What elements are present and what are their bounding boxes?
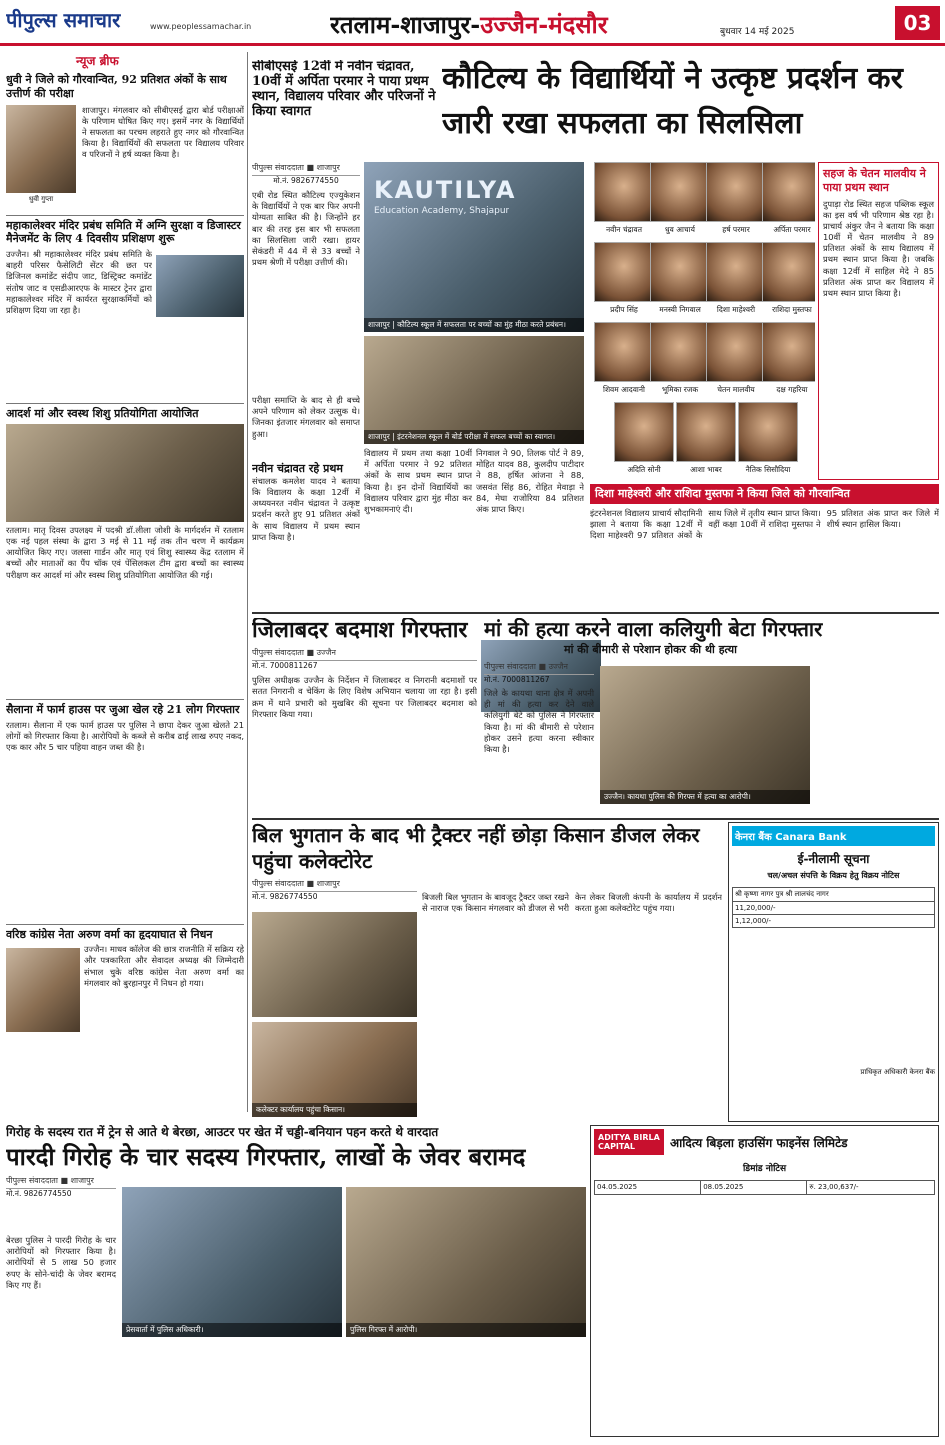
canara-footer: प्राधिकृत अधिकारी केनरा बैंक <box>860 1068 935 1076</box>
edition-title: रतलाम-शाजापुर-उज्जैन-मंदसौर <box>330 10 608 39</box>
student-photo <box>762 242 815 302</box>
student-photo <box>762 322 815 382</box>
page-number: 03 <box>895 6 940 40</box>
story1-headline: धुवी ने जिले को गौरवान्वित, 92 प्रतिशत अंकों के साथ उत्तीर्ण की परीक्षा <box>6 73 227 100</box>
student-name: नवीन चंद्रावत <box>606 225 642 234</box>
kautilya-subhead: नवीन चंद्रावत रहे प्रथम <box>252 462 343 475</box>
pardi-kicker: गिरोह के सदस्य रात में ट्रेन से आते थे बेरछा, आउटर पर खेत में चड्डी-बनियान पहन करते थे वारदात <box>6 1125 439 1139</box>
sahaj-headline: सहज के चेतन मालवीय ने पाया प्रथम स्थान <box>823 167 926 194</box>
kautilya-body3: निगवाल ने 90, तिलक पोर्ट ने 89, मोहित यादव 88, कुलदीप पाटीदार ने 88, हर्षित आंजना ने 88, जसवंत सिंह 86, रोहित मेवाड़ा ने 84, मेघा राजोरिया 84 प्रतिशत अंक प्राप्त किए। <box>476 448 584 514</box>
bill-byline: पीपुल्स संवाददाता ■ शाजापुर <box>252 878 417 892</box>
story5-headline: वरिष्ठ कांग्रेस नेता अरुण वर्मा का हृदयाघात से निधन <box>6 924 244 942</box>
story5-body: उज्जैन। माधव कॉलेज की छात्र राजनीति में सक्रिय रहे और पत्रकारिता और सेवादल अध्यक्ष की जिम्मेदारी संभाल चुके वरिष्ठ कांग्रेस नेता अरुण वर्मा का मंगलवार को बुरहानपुर में निधन हो गया। <box>84 944 244 988</box>
story2-body: उज्जैन। श्री महाकालेश्वर मंदिर प्रबंध समिति के बाहरी परिसर फैसेलिटी सेंटर की छत पर डिजिनल कमांडेंट संदीप जाट, डिस्ट्रिक्ट कमांडेंट संतोष जाट व एसडीआरएफ के मास्टर ट्रेनर द्वारा महाकालेश्वर मंदिर में कार्यरत सुरक्षाकर्मियों को प्रशिक्षण दिया जा रहा है। <box>6 249 152 315</box>
student-name: दक्ष गहरिया <box>776 385 808 394</box>
maa-mobile: मो.नं. 7000811267 <box>484 674 550 684</box>
aditya-logo: ADITYA BIRLA CAPITAL <box>594 1129 664 1155</box>
student-photo <box>594 242 654 302</box>
student-name: हर्ष परमार <box>722 225 750 234</box>
kautilya-col1 <box>252 162 360 607</box>
story4-body: रतलाम। सैलाना में एक फार्म हाउस पर पुलिस ने छापा देकर जुआ खेलते 21 लोगों को गिरफ्तार किया है। आरोपियों के कब्जे से करीब ढाई लाख रुपए नकद, एक कार और 5 चार पहिया वाहन जब्त की है। <box>6 719 244 752</box>
story5-photo <box>6 948 80 1032</box>
story2-photo <box>156 255 244 317</box>
kautilya-side-headline: सीबीएसई 12वीं में नवीन चंद्रावत, 10वीं में अर्पिता परमार ने पाया प्रथम स्थान, विद्यालय परिवार और परिजनों ने किया स्वागत <box>252 60 436 119</box>
sahaj-body: दुपाड़ा रोड स्थित सहज पब्लिक स्कूल का इस वर्ष भी परिणाम श्रेष्ठ रहा है। प्राचार्य अंकुर जैन ने बताया कि कक्षा 10वीं में चेतन मालवीय ने 89 प्रतिशत अंकों के साथ विद्यालय में प्रथम स्थान प्राप्त किया है। जबकि कक्षा 12वीं में साहिल मेदे ने 85 प्रतिशत अंक प्राप्त कर विद्यालय में प्रथम स्थान प्राप्त किया है। <box>823 198 934 298</box>
kautilya-photo2 <box>364 336 584 444</box>
student-name: अदिति सोनी <box>627 465 661 474</box>
pardi-photo1 <box>122 1187 342 1337</box>
aditya-notice: डिमांड नोटिस <box>742 1164 787 1174</box>
disha-story <box>590 484 939 604</box>
kautilya-banner: KAUTILYA <box>374 176 517 204</box>
bill-headline: बिल भुगतान के बाद भी ट्रैक्टर नहीं छोड़ा किसान डीजल लेकर पहुंचा कलेक्टोरेट <box>252 823 700 873</box>
left-column <box>6 52 244 1117</box>
pardi-body: बेरछा पुलिस ने पारदी गिरोह के चार आरोपियों को गिरफ्तार किया है। आरोपियों से 5 लाख 50 हजार रुपए के सोने-चांदी के जेवर बरामद किए गए हैं। <box>6 1235 116 1290</box>
jila-mobile: मो.नं. 7000811267 <box>252 661 318 671</box>
jila-byline: पीपुल्स संवाददाता ■ उज्जैन <box>252 647 477 661</box>
maa-byline: पीपुल्स संवाददाता ■ उज्जैन <box>484 661 594 675</box>
student-name: राशिदा मुस्तफा <box>772 305 812 314</box>
bill-photo1 <box>252 912 417 1017</box>
jila-headline: जिलाबदर बदमाश गिरफ्तार <box>252 618 468 643</box>
student-name: नैतिक सिसौदिया <box>745 465 791 474</box>
student-name: आशा भाबर <box>690 465 722 474</box>
pardi-mobile: मो.नं. 9826774550 <box>6 1188 72 1198</box>
disha-body: इंटरनेशनल विद्यालय प्राचार्य सौदामिनी झाला ने बताया कि कक्षा 12वीं में दिशा माहेश्वरी 97 प्रतिशत अंकों के साथ जिले में तृतीय स्थान प्राप्त किया। वहीं कक्षा 10वीं में राशिदा मुस्तफा ने 95 प्रतिशत अंक प्राप्त कर जिले में शीर्ष स्थान हासिल किया। <box>590 507 939 541</box>
canara-ad <box>728 822 939 1122</box>
student-photo <box>706 242 766 302</box>
pardi-caption2: पुलिस गिरफ्त में आरोपी। <box>346 1323 586 1337</box>
pardi-byline: पीपुल्स संवाददाता ■ शाजापुर <box>6 1175 116 1189</box>
student-photo <box>614 402 674 462</box>
story2-headline: महाकालेश्वर मंदिर प्रबंध समिति में अग्नि सुरक्षा व डिजास्टर मैनेजमेंट के लिए 4 दिवसीय प्रशिक्षण शुरू <box>6 215 244 247</box>
canara-borrower: श्री कृष्णा नागर पुत्र श्री लालचंद नागर <box>733 888 935 902</box>
canara-brand: केनरा बैंक Canara Bank <box>732 826 935 846</box>
aditya-ad <box>590 1125 939 1437</box>
student-photo <box>706 322 766 382</box>
kautilya-mobile: मो.नं. 9826774550 <box>273 176 339 185</box>
kautilya-banner-sub: Education Academy, Shajapur <box>374 206 510 216</box>
maa-story <box>484 618 939 813</box>
bill-body: बिजली बिल भुगतान के बावजूद ट्रैक्टर जब्त रखने से नाराज एक किसान मंगलवार को डीजल से भरी केन लेकर बिजली कंपनी के कार्यालय में प्रदर्शन करता हुआ कलेक्टोरेट पहुंच गया। <box>422 892 722 914</box>
kautilya-byline: पीपुल्स संवाददाता ■ शाजापुर <box>252 162 360 176</box>
student-grid <box>590 162 815 480</box>
story4-headline: सैलाना में फार्म हाउस पर जुआ खेल रहे 21 लोग गिरफ्तार <box>6 699 244 717</box>
website-url: www.peoplessamachar.in <box>150 22 252 31</box>
student-photo <box>650 242 710 302</box>
student-name: प्रदीप सिंह <box>610 305 638 314</box>
bill-mobile: मो.नं. 9826774550 <box>252 892 318 901</box>
canara-reserve-price: 11,20,000/- <box>733 902 935 915</box>
student-name: भूमिका रजक <box>661 385 699 394</box>
student-name: मनस्वी निगवाल <box>659 305 701 314</box>
bill-caption: कलेक्टर कार्यालय पहुंचा किसान। <box>252 1103 417 1117</box>
date-line: बुधवार 14 मई 2025 <box>720 27 795 37</box>
kautilya-sub-body: संचालक कमलेश यादव ने बताया कि विद्यालय के कक्षा 12वीं में अध्ययनरत नवीन चंद्रावत ने उत्कृष्ट प्रदर्शन करते हुए 91 प्रतिशत अंकों के साथ विद्यालय में प्रथम स्थान प्राप्त किया है। <box>252 475 360 542</box>
canara-emd: 1,12,000/- <box>733 915 935 928</box>
student-name: धुव आचार्य <box>665 225 695 234</box>
kautilya-photo2-caption: शाजापुर | इंटरनेशनल स्कूल में बोर्ड परीक्षा में सफल बच्चों का स्वागत। <box>364 430 584 444</box>
student-name: दिशा माहेश्वरी <box>716 305 756 314</box>
pardi-story <box>6 1125 586 1437</box>
column-rule <box>247 52 248 1112</box>
student-photo <box>594 162 654 222</box>
kautilya-photo1-caption: शाजापुर | कौटिल्य स्कूल में सफलता पर बच्चों का मुंह मीठा करते प्रबंधन। <box>364 318 584 332</box>
newspaper-logo: पीपुल्स समाचार <box>6 8 121 32</box>
maa-headline: मां की हत्या करने वाला कलियुगी बेटा गिरफ्तार <box>484 618 823 641</box>
bill-story <box>252 822 722 1122</box>
maa-caption: उज्जैन। कायथा पुलिस की गिरफ्त में हत्या का आरोपी। <box>600 790 810 804</box>
aditya-date2: 08.05.2025 <box>701 1181 807 1195</box>
student-photo <box>738 402 798 462</box>
aditya-table <box>594 1180 935 1195</box>
masthead <box>0 0 945 46</box>
story3-headline: आदर्श मां और स्वस्थ शिशु प्रतियोगिता आयोजित <box>6 403 244 421</box>
sahaj-box <box>818 162 939 480</box>
kautilya-body2: विद्यालय में प्रथम तथा कक्षा 10वीं में अर्पिता परमार ने 92 प्रतिशत अंकों के साथ प्रथम स्थान प्राप्त किया है। इन दोनों विद्यार्थियों का विद्यालय परिवार द्वारा मुंह मीठा कर शुभकामनाएं दी। <box>364 448 472 514</box>
maa-photo <box>600 666 810 804</box>
aditya-title: आदित्य बिड़ला हाउसिंग फाइनेंस लिमिटेड <box>670 1135 848 1150</box>
section-rule <box>252 612 939 614</box>
pardi-headline: पारदी गिरोह के चार सदस्य गिरफ्तार, लाखों के जेवर बरामद <box>6 1142 526 1171</box>
canara-table <box>732 887 935 928</box>
story3-photo <box>6 424 244 522</box>
student-photo <box>650 162 710 222</box>
story1-caption: धुवी गुप्ता <box>28 194 54 203</box>
student-photo <box>676 402 736 462</box>
kautilya-main-headline: कौटिल्य के विद्यार्थियों ने उत्कृष्ट प्रदर्शन कर जारी रखा सफलता का सिलसिला <box>442 61 903 141</box>
jila-body: पुलिस अधीक्षक उज्जैन के निर्देशन में जिलाबदर व निगरानी बदमाशों पर सतत निगरानी व चेकिंग के लिए विशेष अभियान चलाया जा रहा है। इसी क्रम में थाने प्रभारी को मुखबिर की सूचना पर जिलाबदर बदमाश को गिरफ्तार किया गया। <box>252 675 477 719</box>
story1-body: शाजापुर। मंगलवार को सीबीएसई द्वारा बोर्ड परीक्षाओं के परिणाम घोषित किए गए। इसमें नगर के विद्यार्थियों ने सफलता का परचम लहराते हुए नगर को गौरवान्वित किया है। विद्यार्थियों की सफलता पर विद्यालय परिवार व परिजनों ने हर्ष व्यक्त किया है। <box>82 104 244 160</box>
news-brief-kicker: न्यूज ब्रीफ <box>76 54 119 68</box>
kautilya-photo1 <box>364 162 584 332</box>
student-name: शिवम आदवानी <box>603 385 645 394</box>
story1-photo <box>6 105 76 193</box>
canara-subtitle: चल/अचल संपत्ति के विक्रय हेतु विक्रय नोटिस <box>767 871 900 880</box>
maa-subhead: मां की बीमारी से परेशान होकर की थी हत्या <box>564 643 737 656</box>
aditya-amount: रु. 23,00,637/- <box>807 1181 935 1195</box>
student-photo <box>706 162 766 222</box>
aditya-date1: 04.05.2025 <box>595 1181 701 1195</box>
pardi-caption1: प्रेसवार्ता में पुलिस अधिकारी। <box>122 1323 342 1337</box>
kautilya-body1: एबी रोड स्थित कौटिल्य एज्युकेशन के विद्यार्थियों ने एक बार फिर अपनी योग्यता साबित की है। जिन्होंने हर बार की तरह इस बार भी सफलता का सिलसिला जारी रखा। हायर सेकंडरी में 44 में से 33 बच्चों ने प्रथम श्रेणी में परीक्षा उत्तीर्ण की। <box>252 190 360 268</box>
disha-headline: दिशा माहेश्वरी और राशिदा मुस्तफा ने किया जिले को गौरवान्वित <box>590 484 939 504</box>
story3-body: रतलाम। मातृ दिवस उपलक्ष्य में पदश्री डॉ.लीला जोशी के मार्गदर्शन में रतलाम एक नई पहल संस्था के द्वारा 3 मई से 11 मई तक तीन चरण में कार्यक्रम आयोजित किए गए। जलसा गार्डन और मातृ एवं शिशु स्वास्थ्य केंद्र रतलाम में बच्चों और माताओं का पैंप चॉक एवं पेंसिलकल टीम द्वारा बच्चों का स्वास्थ्य परीक्षण कर आदर्श मां और स्वस्थ शिशु प्रतियोगिता आयोजित की गई। <box>6 524 244 580</box>
student-photo <box>650 322 710 382</box>
student-name: अर्पिता परमार <box>773 225 811 234</box>
maa-body: जिले के कायथा थाना क्षेत्र में अपनी ही मां की हत्या कर देने वाले कलियुगी बेटे को पुलिस ने गिरफ्तार किया है। मां की बीमारी से परेशान होकर उसने हत्या करना स्वीकार किया है। <box>484 688 594 754</box>
section-rule <box>252 818 939 820</box>
kautilya-body1b: परीक्षा समाप्ति के बाद से ही बच्चे अपने परिणाम को लेकर उत्सुक थे। जिनका इंतजार मंगलवार को समाप्त हुआ। <box>252 395 360 439</box>
student-name: चेतन मालवीय <box>717 385 755 394</box>
student-photo <box>594 322 654 382</box>
pardi-photo2 <box>346 1187 586 1337</box>
canara-title: ई-नीलामी सूचना <box>797 852 870 866</box>
student-photo <box>762 162 815 222</box>
bill-photo2 <box>252 1022 417 1117</box>
jila-story <box>252 618 477 813</box>
